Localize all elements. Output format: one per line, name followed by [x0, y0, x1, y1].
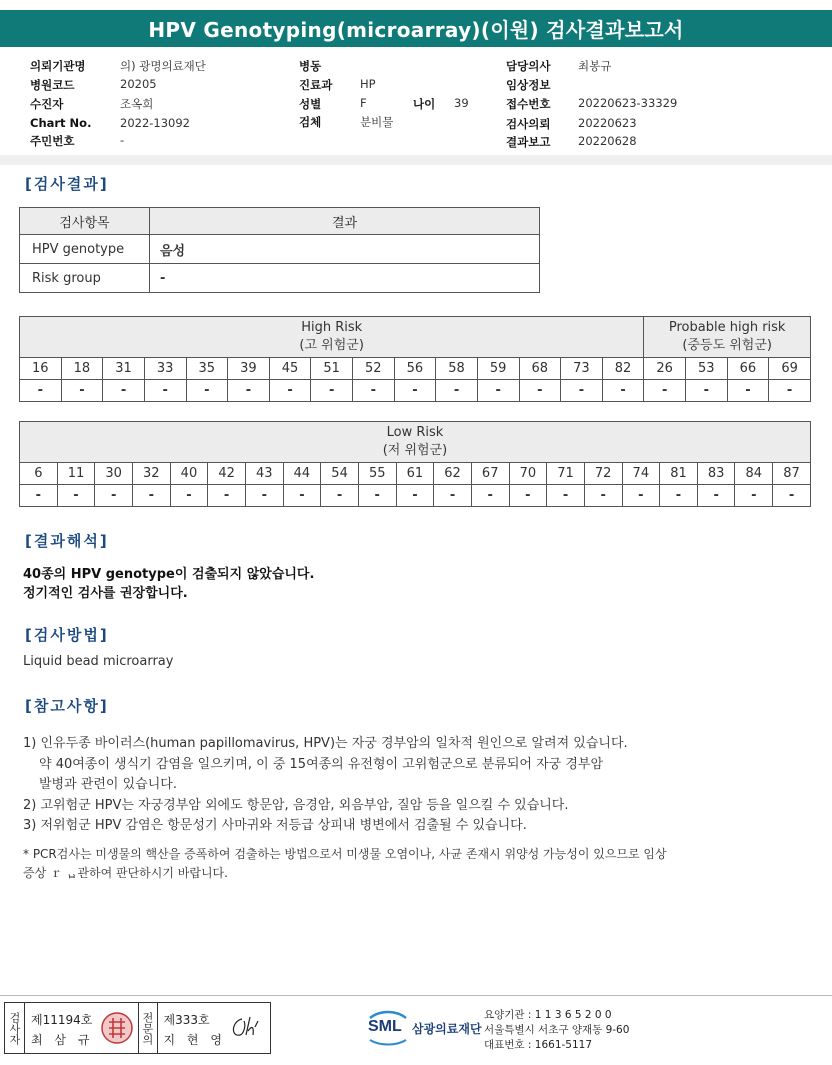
- company-logo: [366, 1010, 482, 1046]
- genotype-result: -: [103, 380, 145, 402]
- info-label: 의뢰기관명: [30, 59, 86, 73]
- genotype-number: 26: [644, 358, 686, 380]
- footnote: [23, 845, 667, 883]
- genotype-number: 81: [660, 463, 698, 485]
- probable-high-risk-title: Probable high risk: [668, 320, 786, 335]
- interpretation-highlight: HPV genotype: [70, 567, 175, 582]
- info-label: 병동: [299, 59, 322, 73]
- genotype-result: -: [353, 380, 395, 402]
- genotype-result: -: [686, 380, 728, 402]
- section-title-result: [검사결과]: [25, 175, 109, 193]
- genotype-result: -: [773, 485, 811, 507]
- genotype-result: -: [358, 485, 396, 507]
- signature-icon: [228, 1013, 262, 1043]
- genotype-result: -: [644, 380, 686, 402]
- genotype-number: 69: [769, 358, 811, 380]
- info-value: 20220623-33329: [578, 96, 678, 110]
- note-line: 1) 인유두종 바이러스(human papillomavirus, HPV)는 자궁 경부암의 일차적 원인으로 알려져 있습니다.: [23, 736, 628, 751]
- genotype-result: -: [477, 380, 519, 402]
- sml-logo-icon: [366, 1010, 410, 1046]
- info-value: 분비물: [360, 115, 394, 129]
- genotype-number: 56: [394, 358, 436, 380]
- genotype-number: 53: [686, 358, 728, 380]
- genotype-number: 72: [584, 463, 622, 485]
- table-row: [20, 264, 540, 293]
- info-label: 담당의사: [506, 59, 551, 73]
- genotype-number: 62: [434, 463, 472, 485]
- low-risk-header: [20, 422, 811, 463]
- genotype-result: -: [186, 380, 228, 402]
- test-result: -: [150, 264, 540, 293]
- info-label: 검사의뢰: [506, 117, 551, 131]
- organization-info: [484, 1008, 629, 1053]
- specialist-name: 지 현 영: [163, 1033, 226, 1047]
- note-line: 2) 고위험군 HPV는 자궁경부암 외에도 항문암, 음경암, 외음부암, 질암 등을 일으킬 수 있습니다.: [23, 797, 569, 813]
- org-info-line: 서울특별시 서초구 양재동 9-60: [484, 1024, 630, 1036]
- genotype-row: [20, 463, 811, 485]
- low-risk-subtitle: (저 위험군): [382, 443, 448, 458]
- info-value: 20205: [120, 77, 157, 91]
- info-label: 진료과: [299, 78, 333, 92]
- signature-box: [4, 1002, 271, 1054]
- info-value: HP: [360, 77, 376, 91]
- genotype-number: 83: [697, 463, 735, 485]
- interpretation-prefix: 40종의: [23, 567, 71, 582]
- method-text: Liquid bead microarray: [23, 654, 174, 669]
- genotype-number: 73: [561, 358, 603, 380]
- genotype-number: 6: [20, 463, 58, 485]
- genotype-number: 40: [170, 463, 208, 485]
- info-value: 2022-13092: [120, 116, 190, 130]
- footnote-line: * PCR검사는 미생물의 핵산을 증폭하여 검출하는 방법으로서 미생물 오염이나, 사균 존재시 위양성 가능성이 있으므로 임상: [23, 847, 667, 861]
- genotype-result: -: [509, 485, 547, 507]
- genotype-result: -: [269, 380, 311, 402]
- note-line: 3) 저위험군 HPV 감염은 항문성기 사마귀와 저등급 상피내 병변에서 검출될 수 있습니다.: [23, 818, 527, 833]
- genotype-number: 52: [353, 358, 395, 380]
- table-header-row: [20, 208, 540, 235]
- genotype-result: -: [132, 485, 170, 507]
- result-table: [19, 207, 540, 293]
- info-label: 나이: [413, 97, 436, 111]
- info-value: 의) 광명의료재단: [120, 59, 206, 73]
- table-row: [20, 235, 540, 264]
- genotype-number: 51: [311, 358, 353, 380]
- high-risk-subtitle: (고 위험군): [299, 338, 364, 353]
- info-value: 39: [454, 96, 469, 110]
- genotype-result: -: [735, 485, 773, 507]
- org-info-line: 요양기관 : 1 1 3 6 5 2 0 0: [484, 1009, 612, 1021]
- genotype-row: [20, 358, 811, 380]
- section-title-method: [검사방법]: [25, 626, 109, 644]
- genotype-result: -: [602, 380, 644, 402]
- genotype-number: 30: [95, 463, 133, 485]
- low-risk-table: [19, 421, 811, 507]
- genotype-result: -: [57, 485, 95, 507]
- footnote-line: 증상 ｒ ᆸ관하여 판단하시기 바랍니다.: [23, 866, 228, 880]
- genotype-result: -: [228, 380, 270, 402]
- genotype-result: -: [434, 485, 472, 507]
- genotype-result: -: [61, 380, 103, 402]
- high-risk-title: High Risk: [301, 320, 363, 335]
- genotype-result: -: [283, 485, 321, 507]
- specialist-label: 전문의: [138, 1003, 158, 1053]
- examiner-name: 최 삼 규: [31, 1033, 94, 1047]
- genotype-result: -: [561, 380, 603, 402]
- high-risk-header: [20, 317, 644, 358]
- genotype-number: 44: [283, 463, 321, 485]
- info-value: 조옥희: [120, 97, 154, 111]
- genotype-result: -: [697, 485, 735, 507]
- info-value: 20220628: [578, 134, 637, 148]
- genotype-number: 42: [208, 463, 246, 485]
- genotype-number: 67: [471, 463, 509, 485]
- genotype-number: 74: [622, 463, 660, 485]
- genotype-number: 11: [57, 463, 95, 485]
- genotype-result: -: [95, 485, 133, 507]
- genotype-result: -: [547, 485, 585, 507]
- info-label: 수진자: [30, 97, 64, 111]
- genotype-number: 59: [477, 358, 519, 380]
- genotype-result: -: [394, 380, 436, 402]
- genotype-result: -: [396, 485, 434, 507]
- seal-stamp-icon: [100, 1011, 134, 1045]
- examiner-cell: [25, 1003, 138, 1053]
- genotype-result: -: [769, 380, 811, 402]
- section-title-interpretation: [결과해석]: [25, 532, 109, 550]
- genotype-result: -: [245, 485, 283, 507]
- genotype-result: -: [311, 380, 353, 402]
- low-risk-title: Low Risk: [386, 425, 444, 440]
- org-info-line: 대표번호 : 1661-5117: [484, 1039, 593, 1051]
- genotype-number: 55: [358, 463, 396, 485]
- genotype-result: -: [170, 485, 208, 507]
- genotype-result: -: [208, 485, 246, 507]
- genotype-result: -: [436, 380, 478, 402]
- genotype-number: 31: [103, 358, 145, 380]
- genotype-number: 82: [602, 358, 644, 380]
- info-label: 임상정보: [506, 78, 551, 92]
- genotype-number: 32: [132, 463, 170, 485]
- company-name: 삼광의료재단: [412, 1021, 482, 1036]
- genotype-number: 87: [773, 463, 811, 485]
- interpretation-text: [23, 565, 314, 603]
- examiner-label: 검사자: [5, 1003, 25, 1053]
- genotype-result: -: [321, 485, 359, 507]
- info-label: 주민번호: [30, 134, 75, 148]
- high-risk-table: [19, 316, 811, 402]
- genotype-result: -: [471, 485, 509, 507]
- genotype-number: 39: [228, 358, 270, 380]
- genotype-number: 33: [144, 358, 186, 380]
- genotype-number: 54: [321, 463, 359, 485]
- specialist-license: 제333호: [163, 1013, 210, 1027]
- column-header: 검사항목: [20, 208, 150, 235]
- genotype-result: -: [622, 485, 660, 507]
- info-value: F: [360, 96, 367, 110]
- examiner-license: 제11194호: [31, 1013, 93, 1027]
- report-title: HPV Genotyping(microarray)(이원) 검사결과보고서: [0, 10, 832, 47]
- genotype-result: -: [584, 485, 622, 507]
- test-item: Risk group: [20, 264, 150, 293]
- genotype-result: -: [519, 380, 561, 402]
- note-line: 발병과 관련이 있습니다.: [39, 777, 177, 792]
- probable-high-risk-header: [644, 317, 811, 358]
- test-result: 음성: [150, 235, 540, 264]
- genotype-number: 45: [269, 358, 311, 380]
- genotype-number: 71: [547, 463, 585, 485]
- probable-high-risk-subtitle: (중등도 위험군): [682, 338, 772, 353]
- genotype-number: 66: [727, 358, 769, 380]
- genotype-result-row: [20, 380, 811, 402]
- reference-notes: [23, 734, 628, 837]
- genotype-number: 84: [735, 463, 773, 485]
- genotype-result: -: [660, 485, 698, 507]
- header-divider: [0, 155, 832, 165]
- info-value: -: [120, 133, 125, 147]
- genotype-number: 35: [186, 358, 228, 380]
- genotype-result-row: [20, 485, 811, 507]
- genotype-result: -: [144, 380, 186, 402]
- info-label: 성별: [299, 97, 322, 111]
- info-label: Chart No.: [30, 116, 92, 130]
- logo-mark-text: SML: [368, 1018, 402, 1035]
- footer-divider: [0, 995, 832, 996]
- genotype-number: 58: [436, 358, 478, 380]
- patient-info: [0, 50, 832, 154]
- info-value: 최봉규: [578, 59, 612, 73]
- note-line: 약 40여종이 생식기 감염을 일으키며, 이 중 15여종의 유전형이 고위험군으로 분류되어 자궁 경부암: [39, 756, 604, 772]
- specialist-cell: [158, 1003, 271, 1053]
- genotype-result: -: [20, 380, 62, 402]
- interpretation-recommendation: 정기적인 검사를 권장합니다.: [23, 586, 188, 601]
- genotype-result: -: [20, 485, 58, 507]
- genotype-result: -: [727, 380, 769, 402]
- column-header: 결과: [150, 208, 540, 235]
- genotype-number: 68: [519, 358, 561, 380]
- info-label: 결과보고: [506, 135, 551, 149]
- genotype-number: 16: [20, 358, 62, 380]
- interpretation-suffix: 이 검출되지 않았습니다.: [174, 567, 315, 582]
- genotype-number: 18: [61, 358, 103, 380]
- info-value: 20220623: [578, 116, 637, 130]
- test-item: HPV genotype: [20, 235, 150, 264]
- info-label: 병원코드: [30, 78, 75, 92]
- genotype-number: 61: [396, 463, 434, 485]
- section-title-notes: [참고사항]: [25, 697, 109, 715]
- info-label: 접수번호: [506, 97, 551, 111]
- genotype-number: 43: [245, 463, 283, 485]
- genotype-number: 70: [509, 463, 547, 485]
- info-label: 검체: [299, 115, 322, 129]
